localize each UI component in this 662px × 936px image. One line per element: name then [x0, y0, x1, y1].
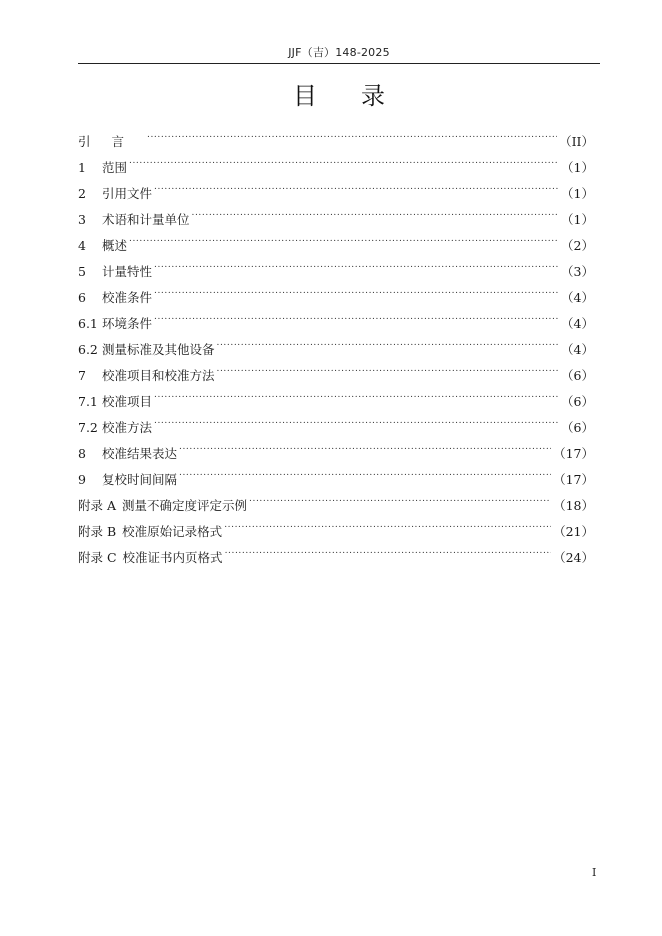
toc-entry-label: 校准证书内页格式 [122, 550, 223, 565]
toc-entry-page: （4） [561, 290, 594, 305]
toc-entry-label: 范围 [102, 160, 128, 175]
toc-entry-1[interactable] [78, 146, 594, 175]
toc-entry-number: 5 [78, 264, 86, 279]
toc-entry-number: 3 [78, 212, 86, 227]
toc-leader-dots [217, 328, 560, 354]
toc-entry-page: （6） [561, 368, 594, 383]
toc-entry-label: 引用文件 [102, 186, 153, 201]
toc-entry-page: （2） [561, 238, 594, 253]
toc-entry-number: 2 [78, 186, 86, 201]
toc-leader-dots [192, 198, 560, 224]
toc-entry-label: 环境条件 [102, 316, 153, 331]
toc-entry-page: （1） [561, 212, 594, 227]
toc-entry-number: 9 [78, 472, 86, 487]
toc-entry-page: （4） [561, 316, 594, 331]
toc-entry-6-2[interactable] [78, 328, 594, 357]
toc-entry-label: 术语和计量单位 [102, 212, 190, 227]
toc-entry-page: （17） [553, 446, 594, 461]
toc-entry-7-1[interactable] [78, 380, 594, 409]
toc-entry-7-2[interactable] [78, 406, 594, 435]
toc-entry-number: 6 [78, 290, 86, 305]
toc-entry-page: （4） [561, 342, 594, 357]
toc-leader-dots [154, 172, 559, 198]
table-of-contents [78, 120, 594, 565]
toc-entry-intro[interactable] [78, 120, 594, 149]
toc-leader-dots [179, 458, 551, 484]
toc-entry-number: 6.1 [78, 316, 98, 331]
toc-leader-dots [224, 510, 551, 536]
toc-entry-number: 7 [78, 368, 86, 383]
toc-entry-6[interactable] [78, 276, 594, 305]
toc-entry-3[interactable] [78, 198, 594, 227]
toc-leader-dots [179, 432, 551, 458]
toc-entry-label: 校准方法 [102, 420, 153, 435]
toc-entry-number: 4 [78, 238, 86, 253]
page-title: 目录 [293, 82, 429, 110]
toc-entry-number: 7.2 [78, 420, 98, 435]
toc-entry-page: （18） [553, 498, 594, 513]
toc-entry-page: （6） [561, 420, 594, 435]
toc-entry-page: （24） [553, 550, 594, 565]
toc-entry-page: （1） [561, 160, 594, 175]
toc-entry-label: 测量标准及其他设备 [102, 342, 215, 357]
toc-entry-page: （17） [553, 472, 594, 487]
toc-entry-page: （II） [559, 134, 594, 149]
toc-entry-label: 计量特性 [102, 264, 153, 279]
toc-leader-dots [154, 250, 559, 276]
toc-entry-number: 6.2 [78, 342, 98, 357]
header-rule [78, 63, 600, 64]
toc-entry-number: 8 [78, 446, 86, 461]
toc-leader-dots [129, 146, 559, 172]
toc-entry-label: 引言 [78, 134, 146, 149]
toc-entry-number: 7.1 [78, 394, 98, 409]
toc-leader-dots [147, 120, 557, 146]
toc-entry-label: 概述 [102, 238, 128, 253]
toc-entry-4[interactable] [78, 224, 594, 253]
toc-entry-8[interactable] [78, 432, 594, 461]
toc-entry-label: 校准条件 [102, 290, 153, 305]
document-code-header: JJF（吉）148-2025 [288, 46, 390, 59]
toc-leader-dots [154, 276, 559, 302]
toc-entry-label: 校准项目 [102, 394, 153, 409]
toc-entry-5[interactable] [78, 250, 594, 279]
toc-entry-label: 校准原始记录格式 [122, 524, 223, 539]
toc-entry-label: 校准项目和校准方法 [102, 368, 215, 383]
toc-leader-dots [217, 354, 560, 380]
toc-entry-label: 校准结果表达 [102, 446, 178, 461]
toc-leader-dots [225, 536, 552, 562]
toc-entry-2[interactable] [78, 172, 594, 201]
toc-entry-page: （3） [561, 264, 594, 279]
toc-entry-page: （21） [553, 524, 594, 539]
toc-leader-dots [154, 380, 559, 406]
toc-entry-number: 附录 C [78, 550, 117, 565]
toc-leader-dots [129, 224, 559, 250]
toc-entry-page: （1） [561, 186, 594, 201]
toc-entry-6-1[interactable] [78, 302, 594, 331]
toc-entry-number: 1 [78, 160, 86, 175]
toc-entry-label: 复校时间间隔 [102, 472, 178, 487]
page-number: I [592, 866, 597, 879]
toc-entry-number: 附录 A [78, 498, 117, 513]
toc-entry-page: （6） [561, 394, 594, 409]
toc-leader-dots [249, 484, 551, 510]
toc-entry-label: 测量不确定度评定示例 [122, 498, 248, 513]
toc-leader-dots [154, 406, 559, 432]
toc-entry-number: 附录 B [78, 524, 117, 539]
toc-leader-dots [154, 302, 559, 328]
